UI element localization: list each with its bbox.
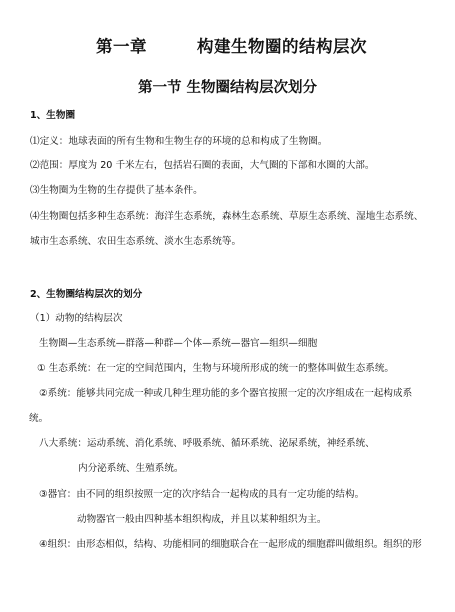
paragraph-line: ① 生态系统：在一定的空间范围内，生物与环境所形成的统一的整体叫做生态系统。 (37, 363, 395, 374)
paragraph-line: ④组织：由形态相似，结构、功能相同的细胞联合在一起形成的细胞群叫做组织。组织的形 (39, 539, 422, 550)
paragraph-line: 八大系统：运动系统、消化系统、呼吸系统、循环系统、泌尿系统，神经系统、 (39, 438, 375, 449)
paragraph-line: ⑵范围：厚度为 20 千米左右，包括岩石圈的表面，大气圈的下部和水圈的大部。 (30, 160, 375, 171)
paragraph-line: 城市生态系统、农田生态系统、淡水生态系统等。 (30, 236, 242, 247)
paragraph-line: 统。 (29, 413, 49, 424)
paragraph-line: 内分泌系统、生殖系统。 (78, 463, 184, 474)
part2-heading: 2、生物圈结构层次的划分 (30, 289, 143, 300)
paragraph-line: ②系统：能够共同完成一种或几种生理功能的多个器官按照一定的次序组成在一起构成系 (39, 388, 413, 399)
chapter-number: 第一章 (96, 37, 147, 56)
paragraph-line: ⑶生物圈为生物的生存提供了基本条件。 (30, 185, 203, 196)
chapter-title: 构建生物圈的结构层次 (197, 37, 367, 56)
paragraph-line: 动物器官一般由四种基本组织构成，并且以某种组织为主。 (77, 514, 327, 525)
paragraph-line: ③器官：由不同的组织按照一定的次序结合一起构成的具有一定功能的结构。 (39, 489, 365, 500)
paragraph-line: ⑴定义：地球表面的所有生物和生物生存的环境的总和构成了生物圈。 (30, 136, 328, 147)
section-title: 第一节 生物圈结构层次划分 (137, 80, 318, 96)
part1-heading: 1、生物圈 (30, 110, 76, 121)
part2-subheading: （1）动物的结构层次 (30, 313, 123, 324)
paragraph-line: ⑷生物圈包括多种生态系统：海洋生态系统，森林生态系统、草原生态系统、湿地生态系统、 (30, 211, 424, 222)
hierarchy-chain: 生物圈—生态系统—群落—种群—个体—系统—器官—组织—细胞 (39, 338, 318, 349)
